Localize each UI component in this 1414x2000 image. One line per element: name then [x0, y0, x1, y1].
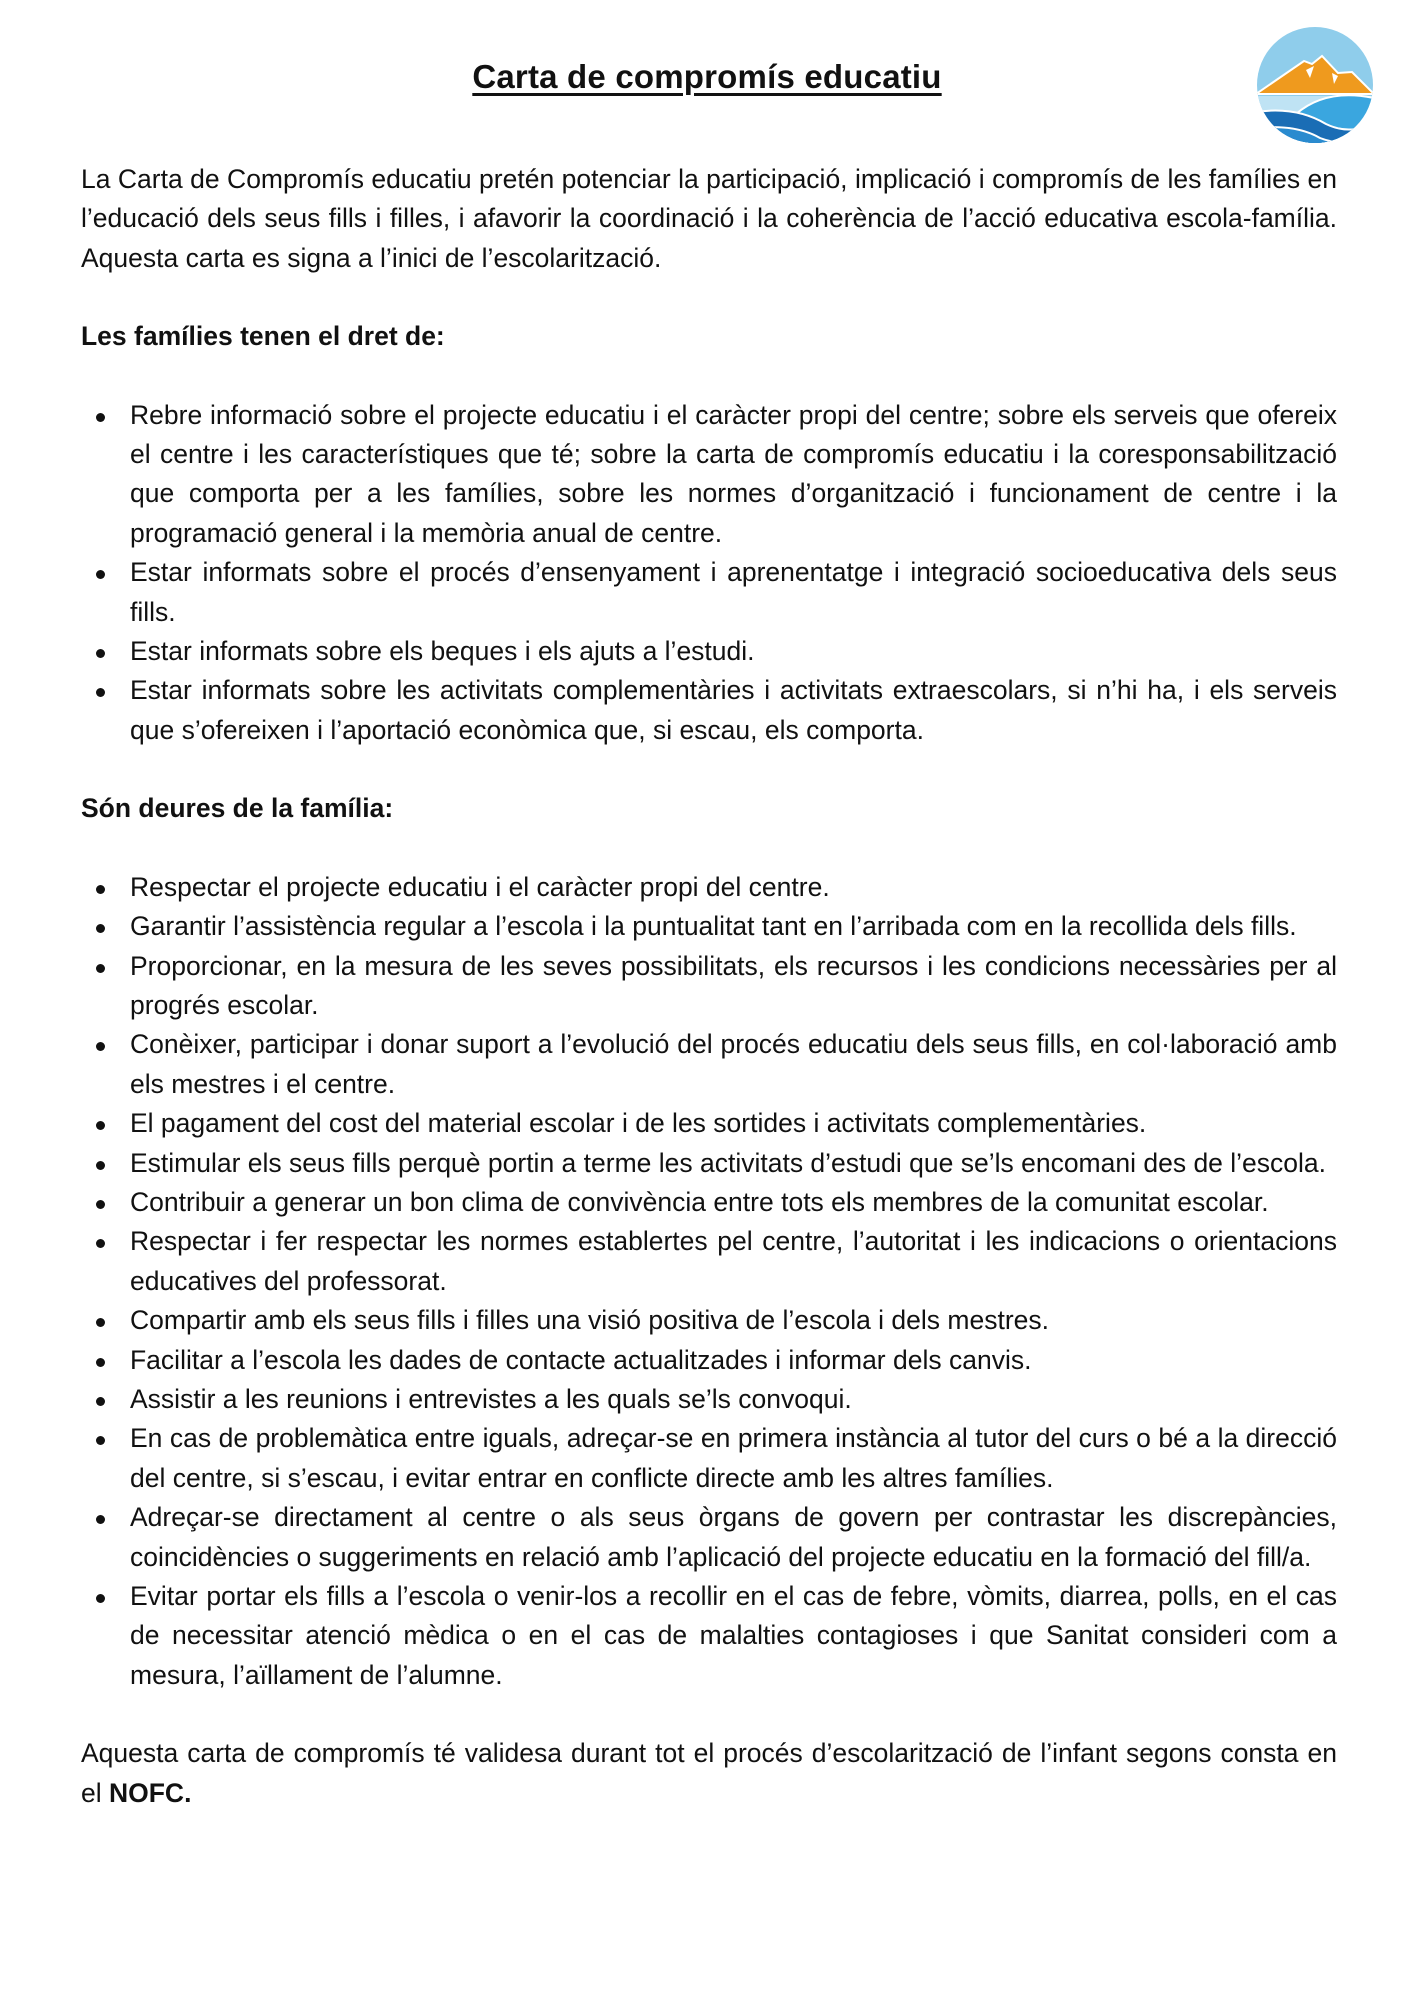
bullet-icon — [96, 1318, 105, 1327]
duties-list-item — [130, 1183, 1337, 1222]
duties-list-item-text: Contribuir a generar un bon clima de convivència entre tots els membres de la comunitat escolar. — [130, 1186, 1269, 1217]
rights-list-item-text: Rebre informació sobre el projecte educatiu i el caràcter propi del centre; sobre els serveis que ofereix el centre i les característiques que té; sobre la carta de compromís educatiu i la coresponsabilització que comporta per a les famílies, sobre les normes d’organització i funcionament de centre i la programació general i la memòria anual de centre. — [130, 399, 1337, 548]
rights-list — [81, 396, 1337, 751]
duties-list-item-text: Conèixer, participar i donar suport a l’evolució del procés educatiu dels seus fills, en col·laboració amb els mestres i el centre. — [130, 1029, 1337, 1099]
duties-list-item — [130, 1419, 1337, 1498]
rights-list-item-text: Estar informats sobre els beques i els ajuts a l’estudi. — [130, 636, 755, 667]
bullet-icon — [96, 1436, 105, 1445]
duties-list-item — [130, 1144, 1337, 1183]
duties-list-item — [130, 947, 1337, 1026]
bullet-icon — [96, 1161, 105, 1170]
document-body — [81, 160, 1337, 1813]
duties-list-item — [130, 907, 1337, 946]
closing-bold: NOFC. — [109, 1777, 192, 1808]
rights-heading: Les famílies tenen el dret de: — [81, 321, 445, 352]
page-title: Carta de compromís educatiu — [472, 58, 942, 95]
bullet-icon — [96, 964, 105, 973]
bullet-icon — [96, 1358, 105, 1367]
duties-list-item-text: Garantir l’assistència regular a l’escola i la puntualitat tant en l’arribada com en la recollida dels fills. — [130, 911, 1297, 942]
duties-list-item-text: En cas de problemàtica entre iguals, adreçar-se en primera instància al tutor del curs o bé a la direcció del centre, si s’escau, i evitar entrar en conflicte directe amb les altres famílies. — [130, 1423, 1337, 1493]
duties-heading: Són deures de la família: — [81, 793, 394, 824]
duties-list-item — [130, 868, 1337, 907]
duties-list-item — [130, 1577, 1337, 1695]
duties-list-item-text: Assistir a les reunions i entrevistes a les quals se’ls convoqui. — [130, 1383, 852, 1414]
intro-paragraph: La Carta de Compromís educatiu pretén potenciar la participació, implicació i compromís de les famílies en l’educació dels seus fills i filles, i afavorir la coordinació i la coherència de l’acció educativa escola-família. Aquesta carta es signa a l’inici de l’escolarització. — [81, 164, 1337, 273]
mountain-sea-logo-icon — [1256, 26, 1374, 144]
duties-list-item-text: Adreçar-se directament al centre o als seus òrgans de govern per contrastar les discrepàncies, coincidències o suggeriments en relació amb l’aplicació del projecte educatiu en la formació del fill/a. — [130, 1502, 1337, 1572]
rights-list-item-text: Estar informats sobre el procés d’ensenyament i aprenentatge i integració socioeducativa dels seus fills. — [130, 557, 1337, 627]
rights-list-item-text: Estar informats sobre les activitats complementàries i activitats extraescolars, si n’hi ha, i els serveis que s’ofereixen i l’aportació econòmica que, si escau, els comporta. — [130, 675, 1337, 745]
bullet-icon — [96, 1042, 105, 1051]
duties-list-item-text: Proporcionar, en la mesura de les seves possibilitats, els recursos i les condicions necessàries per al progrés escolar. — [130, 950, 1337, 1020]
duties-list-item — [130, 1341, 1337, 1380]
bullet-icon — [96, 1594, 105, 1603]
duties-list-item — [130, 1380, 1337, 1419]
duties-list-item — [130, 1104, 1337, 1143]
duties-list-item — [130, 1498, 1337, 1577]
duties-list-item-text: Estimular els seus fills perquè portin a terme les activitats d’estudi que se’ls encomani des de l’escola. — [130, 1147, 1327, 1178]
bullet-icon — [96, 1515, 105, 1524]
duties-list — [81, 868, 1337, 1696]
bullet-icon — [96, 649, 105, 658]
duties-list-item — [130, 1222, 1337, 1301]
bullet-icon — [96, 413, 105, 422]
duties-list-item-text: Facilitar a l’escola les dades de contacte actualitzades i informar dels canvis. — [130, 1344, 1032, 1375]
duties-list-item-text: Compartir amb els seus fills i filles una visió positiva de l’escola i dels mestres. — [130, 1305, 1050, 1336]
duties-list-item-text: Respectar i fer respectar les normes establertes pel centre, l’autoritat i les indicacions o orientacions educatives del professorat. — [130, 1226, 1337, 1296]
duties-list-item-text: Respectar el projecte educatiu i el caràcter propi del centre. — [130, 871, 830, 902]
closing-paragraph — [81, 1734, 1337, 1813]
bullet-icon — [96, 1121, 105, 1130]
closing-text: Aquesta carta de compromís té validesa durant tot el procés d’escolarització de l’infant segons consta en el — [81, 1738, 1337, 1808]
duties-list-item — [130, 1025, 1337, 1104]
rights-list-item — [130, 671, 1337, 750]
rights-list-item — [130, 553, 1337, 632]
bullet-icon — [96, 1239, 105, 1248]
duties-list-item-text: El pagament del cost del material escolar i de les sortides i activitats complementàries. — [130, 1108, 1147, 1139]
duties-list-item — [130, 1301, 1337, 1340]
bullet-icon — [96, 1200, 105, 1209]
rights-list-item — [130, 632, 1337, 671]
bullet-icon — [96, 885, 105, 894]
bullet-icon — [96, 1397, 105, 1406]
bullet-icon — [96, 570, 105, 579]
duties-list-item-text: Evitar portar els fills a l’escola o venir-los a recollir en el cas de febre, vòmits, diarrea, polls, en el cas de necessitar atenció mèdica o en el cas de malalties contagioses i que Sanitat consideri com a mesura, l’aïllament de l’alumne. — [130, 1581, 1337, 1690]
bullet-icon — [96, 688, 105, 697]
bullet-icon — [96, 924, 105, 933]
school-logo — [1256, 26, 1374, 144]
rights-list-item — [130, 396, 1337, 554]
